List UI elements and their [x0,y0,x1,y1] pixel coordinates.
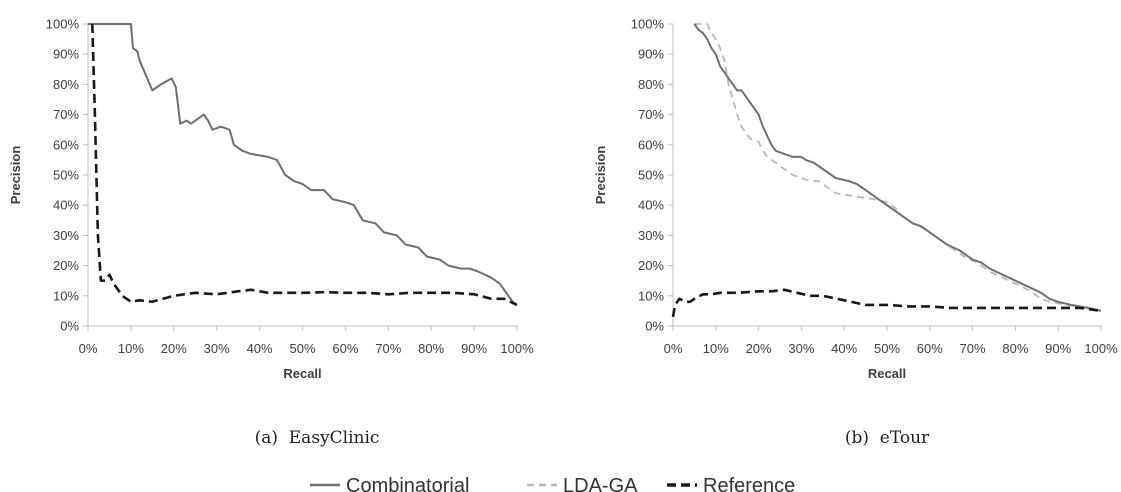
x-tick-label: 40% [246,341,273,356]
x-tick-label: 60% [332,341,359,356]
x-tick-label: 10% [117,341,144,356]
x-tick-label: 40% [831,341,858,356]
x-tick-label: 80% [418,341,445,356]
legend-label-reference: Reference [703,475,796,492]
legend-label-combinatorial: Combinatorial [346,475,470,492]
x-tick-label: 20% [160,341,187,356]
y-tick-label: 10% [637,288,664,304]
series-line-reference [673,290,1101,317]
y-tick-label: 50% [637,167,664,183]
x-tick-label: 50% [873,341,901,356]
series-line-combinatorial [694,24,1101,311]
panel-caption: (b) eTour [844,428,930,448]
y-axis-label: Precision [8,145,23,205]
x-tick-label: 30% [203,341,230,356]
panel-easyclinic [8,17,534,449]
y-tick-label: 40% [52,197,79,213]
y-tick-label: 20% [637,258,664,274]
y-tick-label: 0% [645,318,664,334]
panel-etour [593,17,1118,449]
y-axis-label: Precision [593,145,608,205]
x-axis-label: Recall [867,366,907,381]
series-line-reference [92,24,517,305]
y-tick-label: 50% [52,167,79,183]
x-tick-label: 0% [663,341,683,356]
y-tick-label: 60% [637,137,664,153]
y-tick-label: 80% [52,76,79,92]
series-line-lda-ga [694,24,1101,311]
y-tick-label: 60% [52,137,79,153]
x-tick-label: 60% [916,341,943,356]
legend [310,475,795,492]
x-tick-label: 30% [788,341,815,356]
x-tick-label: 100% [500,341,534,356]
y-tick-label: 70% [52,107,79,123]
x-tick-label: 100% [1084,341,1118,356]
y-tick-label: 20% [52,258,79,274]
y-tick-label: 90% [637,46,664,62]
y-tick-label: 30% [637,227,664,243]
x-tick-label: 90% [461,341,488,356]
x-tick-label: 70% [375,341,402,356]
y-tick-label: 30% [52,227,79,243]
x-tick-label: 70% [959,341,986,356]
x-tick-label: 80% [1002,341,1029,356]
legend-label-lda-ga: LDA-GA [563,475,638,492]
y-tick-label: 70% [637,107,664,123]
panel-caption: (a) EasyClinic [254,428,380,448]
y-tick-label: 40% [637,197,664,213]
series-line-lda-ga [131,24,517,305]
series-line-combinatorial [88,24,517,305]
y-tick-label: 100% [630,16,664,32]
x-tick-label: 20% [745,341,772,356]
x-tick-label: 50% [289,341,316,356]
y-tick-label: 0% [60,318,79,334]
x-tick-label: 90% [1045,341,1072,356]
y-tick-label: 100% [45,16,79,32]
y-tick-label: 90% [52,46,79,62]
x-tick-label: 10% [702,341,729,356]
y-tick-label: 10% [52,288,79,304]
x-axis-label: Recall [283,366,322,381]
x-tick-label: 0% [78,341,98,356]
y-tick-label: 80% [637,76,664,92]
